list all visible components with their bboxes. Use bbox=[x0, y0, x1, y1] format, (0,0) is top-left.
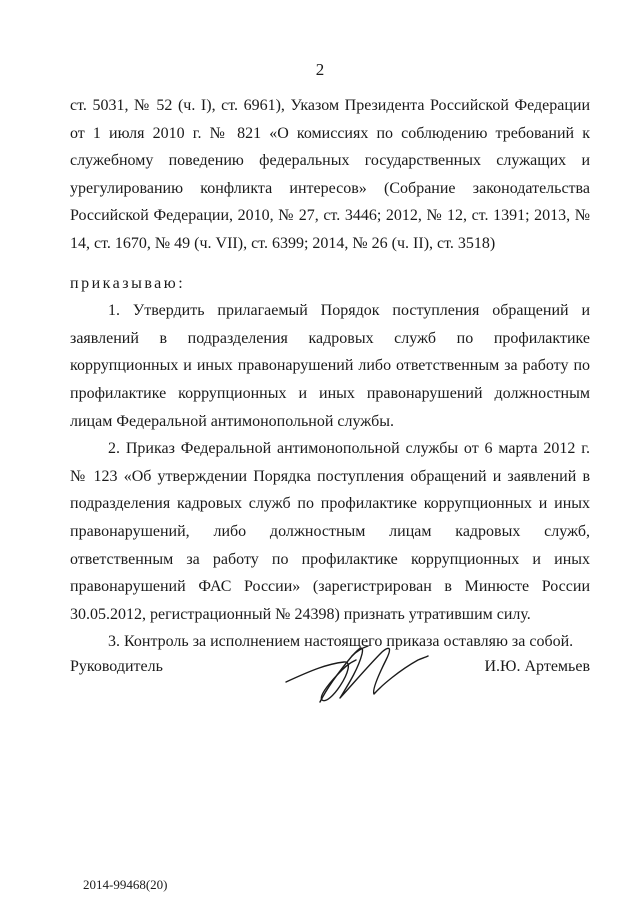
signer-name: И.Ю. Артемьев bbox=[484, 658, 590, 675]
document-body bbox=[70, 92, 590, 656]
intro-paragraph: ст. 5031, № 52 (ч. I), ст. 6961), Указом Президента Российской Федерации от 1 июля 2010 г. № 821 «О комиссиях по соблюдению требований к служебному поведению федеральных государственных служащих и урегулированию конфликта интересов» (Собрание законодательства Российской Федерации, 2010, № 27, ст. 3446; 2012, № 12, ст. 1391; 2013, № 14, ст. 1670, № 49 (ч. VII), ст. 6399; 2014, № 26 (ч. II), ст. 3518) bbox=[70, 97, 590, 252]
order-item-2: 2. Приказ Федеральной антимонопольной службы от 6 марта 2012 г. № 123 «Об утверждении Порядка поступления обращений и заявлений в подразделения кадровых служб по профилактике коррупционных и иных правонарушений, либо должностным лицам кадровых служб, ответственным за работу по профилактике коррупционных и иных правонарушений ФАС России» (зарегистрирован в Минюсте России 30.05.2012, регистрационный № 24398) признать утратившим силу. bbox=[70, 440, 590, 623]
order-word: приказываю: bbox=[70, 274, 186, 292]
order-item-3: 3. Контроль за исполнением настоящего приказа оставляю за собой. bbox=[108, 633, 574, 651]
handwritten-signature bbox=[282, 640, 432, 710]
order-item-1: 1. Утвердить прилагаемый Порядок поступления обращений и заявлений в подразделения кадровых служб по профилактике коррупционных и иных правонарушений либо ответственным за работу по профилактике коррупционных и иных правонарушений должностным лицам Федеральной антимонопольной службы. bbox=[70, 302, 590, 430]
signer-title: Руководитель bbox=[70, 658, 163, 675]
document-number: 2014-99468(20) bbox=[83, 877, 168, 892]
page-number: 2 bbox=[315, 60, 325, 79]
